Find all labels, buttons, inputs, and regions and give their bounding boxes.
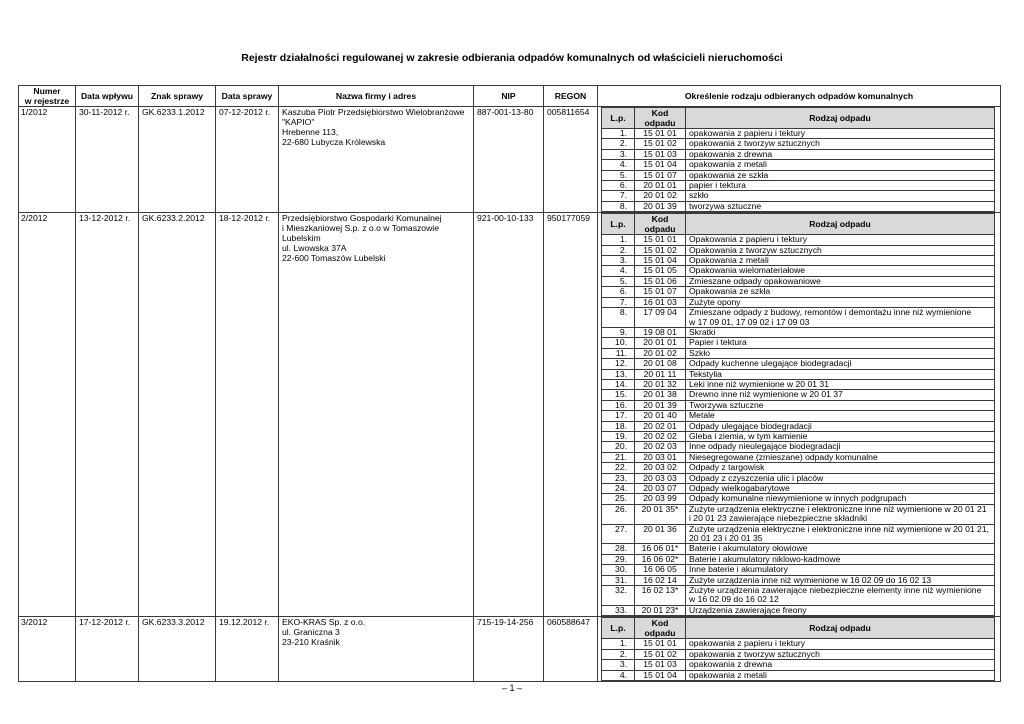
waste-row bbox=[602, 235, 995, 245]
waste-lp: 7. bbox=[602, 297, 635, 307]
waste-lp: 2. bbox=[602, 245, 635, 255]
waste-name: Odpady ulegające biodegradacji bbox=[686, 421, 995, 431]
waste-lp: 16. bbox=[602, 400, 635, 410]
waste-name: Zużyte opony bbox=[686, 297, 995, 307]
waste-code: 15 01 02 bbox=[635, 139, 686, 149]
waste-name: Inne baterie i akumulatory bbox=[686, 565, 995, 575]
waste-lp: 12. bbox=[602, 359, 635, 369]
waste-code: 16 01 03 bbox=[635, 297, 686, 307]
waste-code: 15 01 01 bbox=[635, 639, 686, 649]
waste-row bbox=[602, 245, 995, 255]
waste-lp: 6. bbox=[602, 181, 635, 191]
waste-name: Metale bbox=[686, 411, 995, 421]
header-nip: NIP bbox=[474, 86, 544, 107]
waste-lp: 13. bbox=[602, 369, 635, 379]
waste-row bbox=[602, 421, 995, 431]
waste-lp: 31. bbox=[602, 575, 635, 585]
waste-name: Tekstylia bbox=[686, 369, 995, 379]
waste-lp: 8. bbox=[602, 201, 635, 211]
waste-name: Drewno inne niż wymienione w 20 01 37 bbox=[686, 390, 995, 400]
register-table bbox=[18, 85, 1001, 682]
waste-code: 15 01 03 bbox=[635, 149, 686, 159]
waste-lp: 4. bbox=[602, 160, 635, 170]
waste-name: Gleba i ziemia, w tym kamienie bbox=[686, 431, 995, 441]
waste-row bbox=[602, 297, 995, 307]
register-number: 2/2012 bbox=[19, 213, 76, 617]
waste-code: 16 06 05 bbox=[635, 565, 686, 575]
waste-lp: 9. bbox=[602, 327, 635, 337]
waste-name: szkło bbox=[686, 191, 995, 201]
waste-name: tworzywa sztuczne bbox=[686, 201, 995, 211]
case-reference: GK.6233.2.2012 bbox=[139, 213, 216, 617]
waste-name: Tworzywa sztuczne bbox=[686, 400, 995, 410]
waste-name: Leki inne niż wymienione w 20 01 31 bbox=[686, 379, 995, 389]
nip-number: 921-00-10-133 bbox=[474, 213, 544, 617]
waste-lp: 15. bbox=[602, 390, 635, 400]
waste-code: 15 01 04 bbox=[635, 160, 686, 170]
waste-lp: 5. bbox=[602, 170, 635, 180]
waste-code: 17 09 04 bbox=[635, 308, 686, 328]
register-header bbox=[19, 86, 1001, 107]
waste-lp: 11. bbox=[602, 348, 635, 358]
waste-name: opakowania z papieru i tektury bbox=[686, 129, 995, 139]
waste-lp: 24. bbox=[602, 484, 635, 494]
waste-lp: 26. bbox=[602, 504, 635, 524]
waste-row bbox=[602, 359, 995, 369]
waste-code: 20 01 39 bbox=[635, 400, 686, 410]
waste-name: opakowania z drewna bbox=[686, 660, 995, 670]
waste-row bbox=[602, 473, 995, 483]
waste-row bbox=[602, 524, 995, 544]
header-waste-types: Określenie rodzaju odbieranych odpadów komunalnych bbox=[598, 86, 1001, 107]
waste-name: opakowania z drewna bbox=[686, 149, 995, 159]
waste-types-cell bbox=[598, 107, 1001, 213]
waste-row bbox=[602, 565, 995, 575]
waste-lp: 2. bbox=[602, 649, 635, 659]
waste-row bbox=[602, 266, 995, 276]
header-case-reference: Znak sprawy bbox=[139, 86, 216, 107]
waste-name: Odpady z czyszczenia ulic i placów bbox=[686, 473, 995, 483]
waste-name-header: Rodzaj odpadu bbox=[686, 618, 995, 639]
waste-row bbox=[602, 256, 995, 266]
waste-name: opakowania z metali bbox=[686, 670, 995, 680]
waste-name-header: Rodzaj odpadu bbox=[686, 214, 995, 235]
waste-lp: 4. bbox=[602, 266, 635, 276]
waste-code: 20 03 01 bbox=[635, 452, 686, 462]
waste-row bbox=[602, 554, 995, 564]
waste-row bbox=[602, 348, 995, 358]
waste-row bbox=[602, 170, 995, 180]
waste-name: Odpady komunalne niewymienione w innych podgrupach bbox=[686, 494, 995, 504]
waste-code: 20 03 99 bbox=[635, 494, 686, 504]
waste-header-row bbox=[602, 618, 995, 639]
regon-number: 005811654 bbox=[544, 107, 598, 213]
waste-types-cell bbox=[598, 213, 1001, 617]
waste-code: 20 02 01 bbox=[635, 421, 686, 431]
waste-name: Opakowania z tworzyw sztucznych bbox=[686, 245, 995, 255]
waste-types-body bbox=[602, 214, 995, 616]
waste-types-body bbox=[602, 108, 995, 212]
waste-name: opakowania z tworzyw sztucznych bbox=[686, 139, 995, 149]
waste-row bbox=[602, 149, 995, 159]
waste-code-header: Kod odpadu bbox=[635, 108, 686, 129]
waste-row bbox=[602, 338, 995, 348]
waste-code: 15 01 04 bbox=[635, 670, 686, 680]
waste-code: 20 01 01 bbox=[635, 181, 686, 191]
waste-row bbox=[602, 369, 995, 379]
register-body bbox=[19, 107, 1001, 682]
waste-name-header: Rodzaj odpadu bbox=[686, 108, 995, 129]
waste-name: Zmieszane odpady opakowaniowe bbox=[686, 276, 995, 286]
waste-code-header: Kod odpadu bbox=[635, 618, 686, 639]
waste-lp: 3. bbox=[602, 660, 635, 670]
waste-header-row bbox=[602, 108, 995, 129]
waste-lp: 27. bbox=[602, 524, 635, 544]
page-number: – 1 – bbox=[501, 683, 523, 693]
waste-code: 20 01 38 bbox=[635, 390, 686, 400]
register-number: 1/2012 bbox=[19, 107, 76, 213]
waste-lp: 29. bbox=[602, 554, 635, 564]
waste-name: opakowania z tworzyw sztucznych bbox=[686, 649, 995, 659]
waste-lp-header: L.p. bbox=[602, 214, 635, 235]
waste-row bbox=[602, 276, 995, 286]
waste-row bbox=[602, 575, 995, 585]
waste-lp: 17. bbox=[602, 411, 635, 421]
waste-row bbox=[602, 181, 995, 191]
case-date: 18-12-2012 r. bbox=[216, 213, 279, 617]
case-reference: GK.6233.1.2012 bbox=[139, 107, 216, 213]
company-name-address: EKO-KRAS Sp. z o.o. ul. Graniczna 3 23-210 Kraśnik bbox=[279, 617, 474, 682]
waste-code: 20 01 23* bbox=[635, 605, 686, 615]
waste-code: 16 02 13* bbox=[635, 586, 686, 606]
header-company-name-address: Nazwa firmy i adres bbox=[279, 86, 474, 107]
waste-code: 20 01 11 bbox=[635, 369, 686, 379]
case-reference: GK.6233.3.2012 bbox=[139, 617, 216, 682]
register-entry-row bbox=[19, 617, 1001, 682]
waste-row bbox=[602, 431, 995, 441]
regon-number: 950177059 bbox=[544, 213, 598, 617]
waste-code: 20 01 39 bbox=[635, 201, 686, 211]
waste-row bbox=[602, 411, 995, 421]
waste-types-cell bbox=[598, 617, 1001, 682]
waste-lp: 19. bbox=[602, 431, 635, 441]
waste-code: 20 01 02 bbox=[635, 191, 686, 201]
waste-row bbox=[602, 605, 995, 615]
waste-code: 20 01 08 bbox=[635, 359, 686, 369]
waste-name: opakowania z metali bbox=[686, 160, 995, 170]
waste-name: Papier i tektura bbox=[686, 338, 995, 348]
waste-code: 16 06 01* bbox=[635, 544, 686, 554]
waste-lp: 14. bbox=[602, 379, 635, 389]
waste-code: 20 02 03 bbox=[635, 442, 686, 452]
waste-row bbox=[602, 639, 995, 649]
waste-row bbox=[602, 670, 995, 680]
waste-row bbox=[602, 400, 995, 410]
waste-row bbox=[602, 191, 995, 201]
waste-code: 15 01 02 bbox=[635, 245, 686, 255]
waste-code: 20 03 07 bbox=[635, 484, 686, 494]
waste-lp: 33. bbox=[602, 605, 635, 615]
waste-name: Opakowania z metali bbox=[686, 256, 995, 266]
waste-code: 15 01 03 bbox=[635, 660, 686, 670]
waste-lp: 2. bbox=[602, 139, 635, 149]
register-header-row bbox=[19, 86, 1001, 107]
waste-name: Szkło bbox=[686, 348, 995, 358]
waste-code: 20 01 36 bbox=[635, 524, 686, 544]
register-entry-row bbox=[19, 213, 1001, 617]
case-date: 07-12-2012 r. bbox=[216, 107, 279, 213]
waste-name: Zużyte urządzenia elektryczne i elektroniczne inne niż wymienione w 20 01 21 i 20 01 23 zawierające niebezpieczne składniki bbox=[686, 504, 995, 524]
waste-row bbox=[602, 463, 995, 473]
waste-code: 20 03 02 bbox=[635, 463, 686, 473]
waste-name: Opakowania z papieru i tektury bbox=[686, 235, 995, 245]
waste-name: Inne odpady nieulegające biodegradacji bbox=[686, 442, 995, 452]
waste-name: Baterie i akumulatory niklowo-kadmowe bbox=[686, 554, 995, 564]
waste-row bbox=[602, 452, 995, 462]
waste-name: Baterie i akumulatory ołowiowe bbox=[686, 544, 995, 554]
waste-row bbox=[602, 442, 995, 452]
waste-code: 15 01 06 bbox=[635, 276, 686, 286]
waste-name: Opakowania ze szkła bbox=[686, 287, 995, 297]
nip-number: 887-001-13-80 bbox=[474, 107, 544, 213]
waste-lp: 7. bbox=[602, 191, 635, 201]
waste-name: papier i tektura bbox=[686, 181, 995, 191]
waste-name: Opakowania wielomateriałowe bbox=[686, 266, 995, 276]
nip-number: 715-19-14-256 bbox=[474, 617, 544, 682]
register-entry-row bbox=[19, 107, 1001, 213]
waste-lp: 3. bbox=[602, 256, 635, 266]
waste-lp: 22. bbox=[602, 463, 635, 473]
waste-name: Zmieszane odpady z budowy, remontów i demontażu inne niż wymienione w 17 09 01, 17 09 02 i 17 09 03 bbox=[686, 308, 995, 328]
waste-lp: 18. bbox=[602, 421, 635, 431]
waste-lp: 8. bbox=[602, 308, 635, 328]
waste-name: opakowania ze szkła bbox=[686, 170, 995, 180]
waste-header-row bbox=[602, 214, 995, 235]
waste-code: 20 01 35* bbox=[635, 504, 686, 524]
waste-code: 20 02 02 bbox=[635, 431, 686, 441]
waste-name: Zużyte urządzenia elektryczne i elektroniczne inne niż wymienione w 20 01 21, 20 01 23 i 20 01 35 bbox=[686, 524, 995, 544]
waste-lp: 32. bbox=[602, 586, 635, 606]
waste-code: 15 01 05 bbox=[635, 266, 686, 276]
case-date: 19.12.2012 r. bbox=[216, 617, 279, 682]
waste-types-table bbox=[601, 213, 995, 616]
waste-row bbox=[602, 308, 995, 328]
waste-row bbox=[602, 390, 995, 400]
waste-code: 16 06 02* bbox=[635, 554, 686, 564]
waste-lp: 6. bbox=[602, 287, 635, 297]
waste-lp: 20. bbox=[602, 442, 635, 452]
waste-row bbox=[602, 201, 995, 211]
waste-lp: 23. bbox=[602, 473, 635, 483]
document-title: Rejestr działalności regulowanej w zakresie odbierania odpadów komunalnych od właścicieli nieruchomości bbox=[241, 52, 783, 64]
waste-lp: 1. bbox=[602, 235, 635, 245]
waste-code: 20 01 01 bbox=[635, 338, 686, 348]
waste-lp-header: L.p. bbox=[602, 618, 635, 639]
waste-code: 15 01 01 bbox=[635, 235, 686, 245]
waste-code: 20 01 02 bbox=[635, 348, 686, 358]
header-regon: REGON bbox=[544, 86, 598, 107]
waste-code: 20 03 03 bbox=[635, 473, 686, 483]
received-date: 17-12-2012 r. bbox=[76, 617, 139, 682]
waste-code: 15 01 07 bbox=[635, 287, 686, 297]
company-name-address: Przedsiębiorstwo Gospodarki Komunalnej i Mieszkaniowej S.p. z o.o w Tomaszowie Lubelskim ul. Lwowska 37A 22-600 Tomaszów Lubelski bbox=[279, 213, 474, 617]
received-date: 13-12-2012 r. bbox=[76, 213, 139, 617]
waste-name: Odpady wielkogabarytowe bbox=[686, 484, 995, 494]
waste-code: 15 01 07 bbox=[635, 170, 686, 180]
received-date: 30-11-2012 r. bbox=[76, 107, 139, 213]
waste-types-table bbox=[601, 107, 995, 212]
waste-lp: 3. bbox=[602, 149, 635, 159]
waste-code: 20 01 40 bbox=[635, 411, 686, 421]
waste-code: 16 02 14 bbox=[635, 575, 686, 585]
waste-lp-header: L.p. bbox=[602, 108, 635, 129]
waste-lp: 21. bbox=[602, 452, 635, 462]
waste-lp: 4. bbox=[602, 670, 635, 680]
regon-number: 060588647 bbox=[544, 617, 598, 682]
waste-row bbox=[602, 544, 995, 554]
waste-name: Urządzenia zawierające freony bbox=[686, 605, 995, 615]
header-case-date: Data sprawy bbox=[216, 86, 279, 107]
waste-name: Odpady z targowisk bbox=[686, 463, 995, 473]
waste-row bbox=[602, 287, 995, 297]
waste-code: 15 01 04 bbox=[635, 256, 686, 266]
waste-row bbox=[602, 327, 995, 337]
waste-row bbox=[602, 139, 995, 149]
waste-row bbox=[602, 649, 995, 659]
waste-row bbox=[602, 660, 995, 670]
waste-lp: 25. bbox=[602, 494, 635, 504]
waste-name: opakowania z papieru i tektury bbox=[686, 639, 995, 649]
waste-code: 19 08 01 bbox=[635, 327, 686, 337]
waste-lp: 28. bbox=[602, 544, 635, 554]
waste-name: Skratki bbox=[686, 327, 995, 337]
waste-lp: 1. bbox=[602, 129, 635, 139]
company-name-address: Kaszuba Piotr Przedsiębiorstwo Wielobranżowe "KAPIO" Hrebenne 113, 22-680 Lubycza Królewska bbox=[279, 107, 474, 213]
waste-types-table bbox=[601, 617, 995, 681]
waste-row bbox=[602, 129, 995, 139]
waste-types-body bbox=[602, 618, 995, 681]
waste-code-header: Kod odpadu bbox=[635, 214, 686, 235]
waste-lp: 30. bbox=[602, 565, 635, 575]
waste-name: Zużyte urządzenia zawierające niebezpieczne elementy inne niż wymienione w 16 02 09 do 16 02 12 bbox=[686, 586, 995, 606]
waste-code: 15 01 01 bbox=[635, 129, 686, 139]
waste-row bbox=[602, 379, 995, 389]
waste-row bbox=[602, 484, 995, 494]
waste-name: Zużyte urządzenia inne niż wymienione w 16 02 09 do 16 02 13 bbox=[686, 575, 995, 585]
register-number: 3/2012 bbox=[19, 617, 76, 682]
waste-row bbox=[602, 160, 995, 170]
header-received-date: Data wpływu bbox=[76, 86, 139, 107]
waste-name: Odpady kuchenne ulegające biodegradacji bbox=[686, 359, 995, 369]
waste-row bbox=[602, 586, 995, 606]
header-register-number: Numer w rejestrze bbox=[19, 86, 76, 107]
waste-lp: 10. bbox=[602, 338, 635, 348]
waste-row bbox=[602, 504, 995, 524]
waste-row bbox=[602, 494, 995, 504]
waste-lp: 1. bbox=[602, 639, 635, 649]
waste-name: Niesegregowane (zmieszane) odpady komunalne bbox=[686, 452, 995, 462]
waste-code: 15 01 02 bbox=[635, 649, 686, 659]
waste-code: 20 01 32 bbox=[635, 379, 686, 389]
waste-lp: 5. bbox=[602, 276, 635, 286]
